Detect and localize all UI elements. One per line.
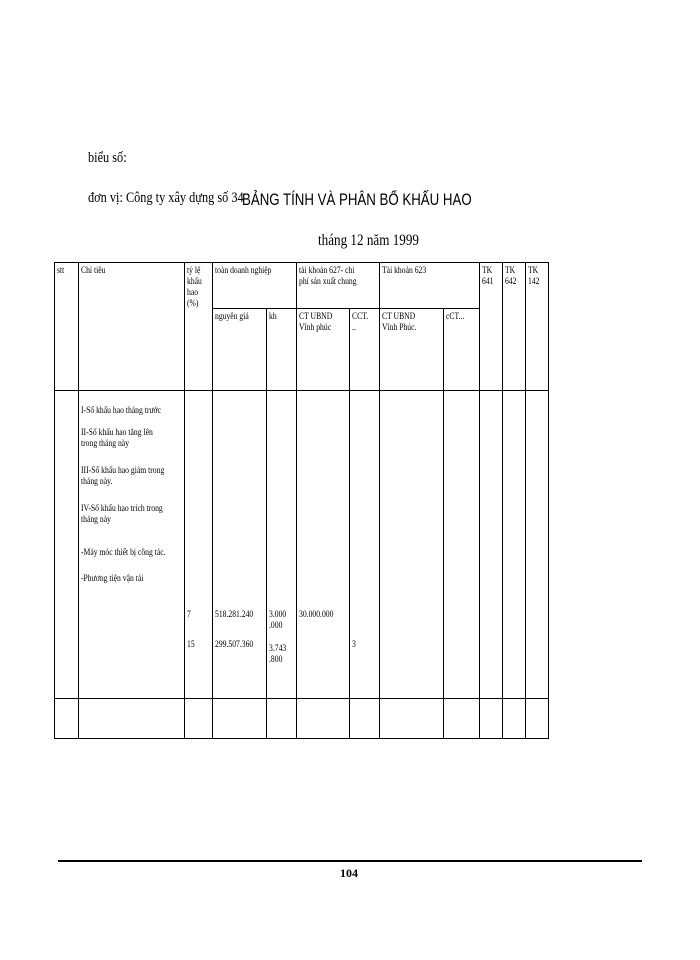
header-kh: kh	[267, 309, 297, 391]
cell-nguyen-gia	[213, 391, 267, 699]
list-item: I-Số khấu hao tháng trước	[81, 405, 162, 415]
cell-stt	[55, 391, 79, 699]
cell-empty	[380, 699, 444, 739]
cell-kh	[267, 391, 297, 699]
cell-tk623-cct	[444, 391, 480, 699]
cell-empty	[267, 699, 297, 739]
cell-empty	[79, 699, 185, 739]
cell-empty	[185, 699, 213, 739]
list-item: III-Số khấu hao giảm trong tháng này.	[81, 465, 165, 486]
cell-empty	[480, 699, 503, 739]
form-number-label: biểu số:	[88, 150, 127, 166]
unit-label: đơn vị: Công ty xây dựng số 34	[88, 190, 244, 206]
document-title: BẢNG TÍNH VÀ PHÂN BỔ KHẤU HAO	[242, 190, 472, 209]
header-tk642: TK 642	[503, 263, 526, 391]
list-item: -Phương tiện vận tải	[81, 573, 144, 583]
depreciation-value: 3.000 .000	[269, 609, 287, 630]
header-tk627: tài khoản 627- chi phí sản xuất chung	[297, 263, 380, 309]
header-tk623-cct: cCT...	[444, 309, 480, 391]
header-tk623-ct: CT UBND Vĩnh Phúc.	[380, 309, 444, 391]
cell-tk627-ct	[297, 391, 350, 699]
header-nguyen-gia: nguyên giá	[213, 309, 267, 391]
cell-tk142	[526, 391, 549, 699]
rate-value: 15	[187, 639, 195, 649]
header-tk627-ct: CT UBND Vĩnh phúc	[297, 309, 350, 391]
header-toan-doanh-nghiep: toàn doanh nghiệp	[213, 263, 297, 309]
depreciation-value: 3.743 .800	[269, 643, 287, 664]
rate-value: 7	[187, 609, 191, 619]
depreciation-table	[54, 262, 549, 739]
cell-tk642	[503, 391, 526, 699]
header-ty-le: tỷ lệ khấu hao (%)	[185, 263, 213, 391]
cell-empty	[444, 699, 480, 739]
cell-chi-tieu-list	[79, 391, 185, 699]
header-tk623: Tài khoản 623	[380, 263, 480, 309]
cell-ty-le	[185, 391, 213, 699]
cell-tk623-ct	[380, 391, 444, 699]
list-item: -Máy móc thiết bị công tác.	[81, 547, 166, 557]
period-label: tháng 12 năm 1999	[318, 232, 419, 249]
footer-rule	[58, 860, 642, 862]
list-item: II-Số khấu hao tăng lên trong tháng này	[81, 427, 153, 448]
tk627-ct-value: 30.000.000	[299, 609, 334, 619]
header-tk142: TK 142	[526, 263, 549, 391]
cell-empty	[213, 699, 267, 739]
cell-empty	[55, 699, 79, 739]
cost-value: 518.281.240	[215, 609, 254, 619]
cell-tk641	[480, 391, 503, 699]
cell-empty	[526, 699, 549, 739]
cell-empty	[503, 699, 526, 739]
header-tk627-cct: CCT. ..	[350, 309, 380, 391]
cost-value: 299.507.360	[215, 639, 254, 649]
header-chi-tieu: Chỉ tiêu	[79, 263, 185, 391]
list-item: IV-Số khấu hao trích trong tháng này	[81, 503, 163, 524]
header-stt: stt	[55, 263, 79, 391]
header-tk641: TK 641	[480, 263, 503, 391]
page-number: 104	[340, 866, 358, 880]
cell-tk627-cct	[350, 391, 380, 699]
cell-empty	[297, 699, 350, 739]
tk627-cct-value: 3	[352, 639, 356, 649]
cell-empty	[350, 699, 380, 739]
